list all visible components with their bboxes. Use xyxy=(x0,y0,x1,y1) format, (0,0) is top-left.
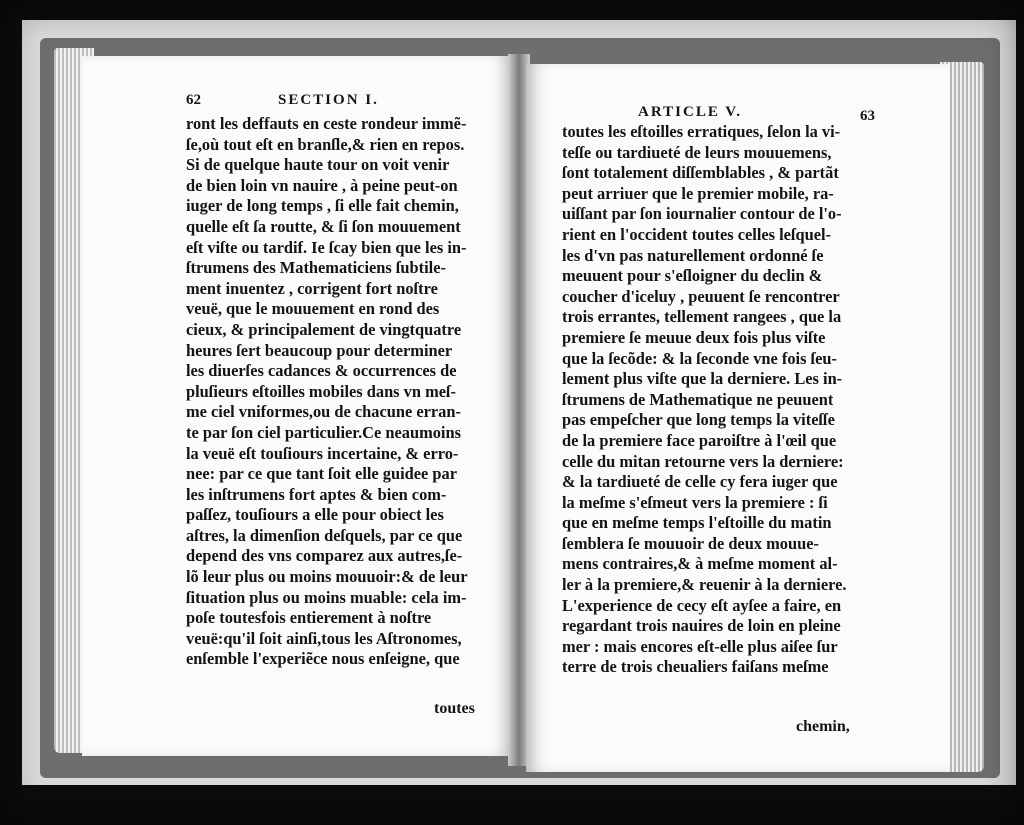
left-page-number: 62 xyxy=(186,92,201,108)
left-running-head: SECTION I. xyxy=(278,92,379,108)
text-line: mer : mais encores eſt-elle plus aiſee ſur xyxy=(562,636,838,656)
text-line: trois errantes, tellement rangees , que la xyxy=(562,307,842,327)
text-line: ſtrumens de Mathematique ne peuuent xyxy=(562,389,834,409)
text-line: de bien loin vn nauire , à peine peut-on xyxy=(186,175,458,195)
text-line: aſtres, la dimenſion deſquels, par ce que xyxy=(186,525,463,545)
text-line: L'experience de cecy eſt ayſee a faire, en xyxy=(562,595,842,615)
right-page xyxy=(526,64,950,772)
text-line: premiere ſe meuue deux fois plus viſte xyxy=(562,327,826,347)
text-line: enſemble l'experiẽce nous enſeigne, que xyxy=(186,649,460,669)
text-line: mens contraires,& à meſme moment al- xyxy=(562,554,838,574)
text-line: ment inuentez , corrigent fort noſtre xyxy=(186,278,438,298)
text-line: meuuent pour s'eſloigner du declin & xyxy=(562,266,823,286)
text-line: ler à la premiere,& reuenir à la derniere. xyxy=(562,575,847,595)
text-line: terre de trois cheualiers faiſans meſme xyxy=(562,657,829,677)
text-line: toutes les eſtoilles erratiques, ſelon la vi- xyxy=(562,122,841,141)
text-line: les diuerſes cadances & occurrences de xyxy=(186,361,457,381)
text-line: rient en l'occident toutes celles leſquel- xyxy=(562,224,832,244)
right-page-number: 63 xyxy=(860,108,875,124)
text-line: les inſtrumens fort aptes & bien com- xyxy=(186,484,447,504)
text-line: ſemblera ſe mouuoir de deux mouue- xyxy=(562,533,819,553)
text-line: depend des vns comparez aux autres,ſe- xyxy=(186,546,463,566)
text-line: que en meſme temps l'eſtoille du matin xyxy=(562,513,832,533)
text-line: ſe,où tout eſt en branſle,& rien en repos. xyxy=(186,134,465,154)
right-running-head: ARTICLE V. xyxy=(638,104,742,120)
text-line: eſt viſte ou tardif. Ie ſcay bien que les in- xyxy=(186,237,467,257)
text-line: quelle eſt ſa routte, & ſi ſon mouuement xyxy=(186,216,461,236)
text-line: lement plus viſte que la derniere. Les in- xyxy=(562,369,843,389)
text-line: iuger de long temps , ſi elle fait chemin, xyxy=(186,196,459,216)
text-line: te par ſon ciel particulier.Ce neaumoins xyxy=(186,422,461,442)
text-line: & la tardiueté de celle cy fera iuger que xyxy=(562,472,838,492)
text-line: me ciel vniformes,ou de chacune erran- xyxy=(186,402,461,422)
text-line: lõ leur plus ou moins mouuoir:& de leur xyxy=(186,567,468,587)
text-line: la meſme s'eſmeut vers la premiere : ſi xyxy=(562,492,828,512)
text-line: peut arriuer que le premier mobile, ra- xyxy=(562,183,834,203)
text-line: ſituation plus ou moins muable: cela im- xyxy=(186,587,467,607)
right-catchword: chemin, xyxy=(796,718,850,735)
left-body-text xyxy=(186,114,468,670)
right-body-text xyxy=(562,122,847,678)
text-line: de la premiere face paroiſtre à l'œil que xyxy=(562,430,837,450)
left-page xyxy=(82,56,512,756)
text-line: Si de quelque haute tour on voit venir xyxy=(186,155,450,175)
text-line: pas empeſcher que long temps la viteſſe xyxy=(562,410,835,430)
text-line: nee: par ce que tant ſoit elle guidee par xyxy=(186,464,458,484)
text-line: coucher d'iceluy , peuuent ſe rencontrer xyxy=(562,286,840,306)
text-line: que la ſecõde: & la ſeconde vne fois ſeu- xyxy=(562,348,837,368)
text-line: celle du mitan retourne vers la derniere: xyxy=(562,451,844,471)
text-line: ſont totalement diſſemblables , & partãt xyxy=(562,163,839,183)
text-line: les d'vn pas naturellement ordonné ſe xyxy=(562,245,824,265)
text-line: poſe toutesfois entierement à noſtre xyxy=(186,608,432,628)
text-line: ſtrumens des Mathematiciens ſubtile- xyxy=(186,258,446,278)
text-line: heures ſert beaucoup pour determiner xyxy=(186,340,453,360)
text-line: veuë, que le mouuement en rond des xyxy=(186,299,440,319)
text-line: paſſez, touſiours a elle pour obiect les xyxy=(186,505,444,525)
text-line: ront les deffauts en ceste rondeur immẽ- xyxy=(186,114,467,133)
text-line: veuë:qu'il ſoit ainſi,tous les Aſtronomes, xyxy=(186,628,462,648)
text-line: teſſe ou tardiueté de leurs mouuemens, xyxy=(562,142,832,162)
text-line: cieux, & principalement de vingtquatre xyxy=(186,319,462,339)
text-line: uiſſant par ſon iournalier contour de l'o- xyxy=(562,204,842,224)
left-catchword: toutes xyxy=(434,700,475,717)
text-line: pluſieurs eſtoilles mobiles dans vn meſ- xyxy=(186,381,457,401)
text-line: regardant trois nauires de loin en pleine xyxy=(562,616,841,636)
text-line: la veuë eſt touſiours incertaine, & erro- xyxy=(186,443,459,463)
